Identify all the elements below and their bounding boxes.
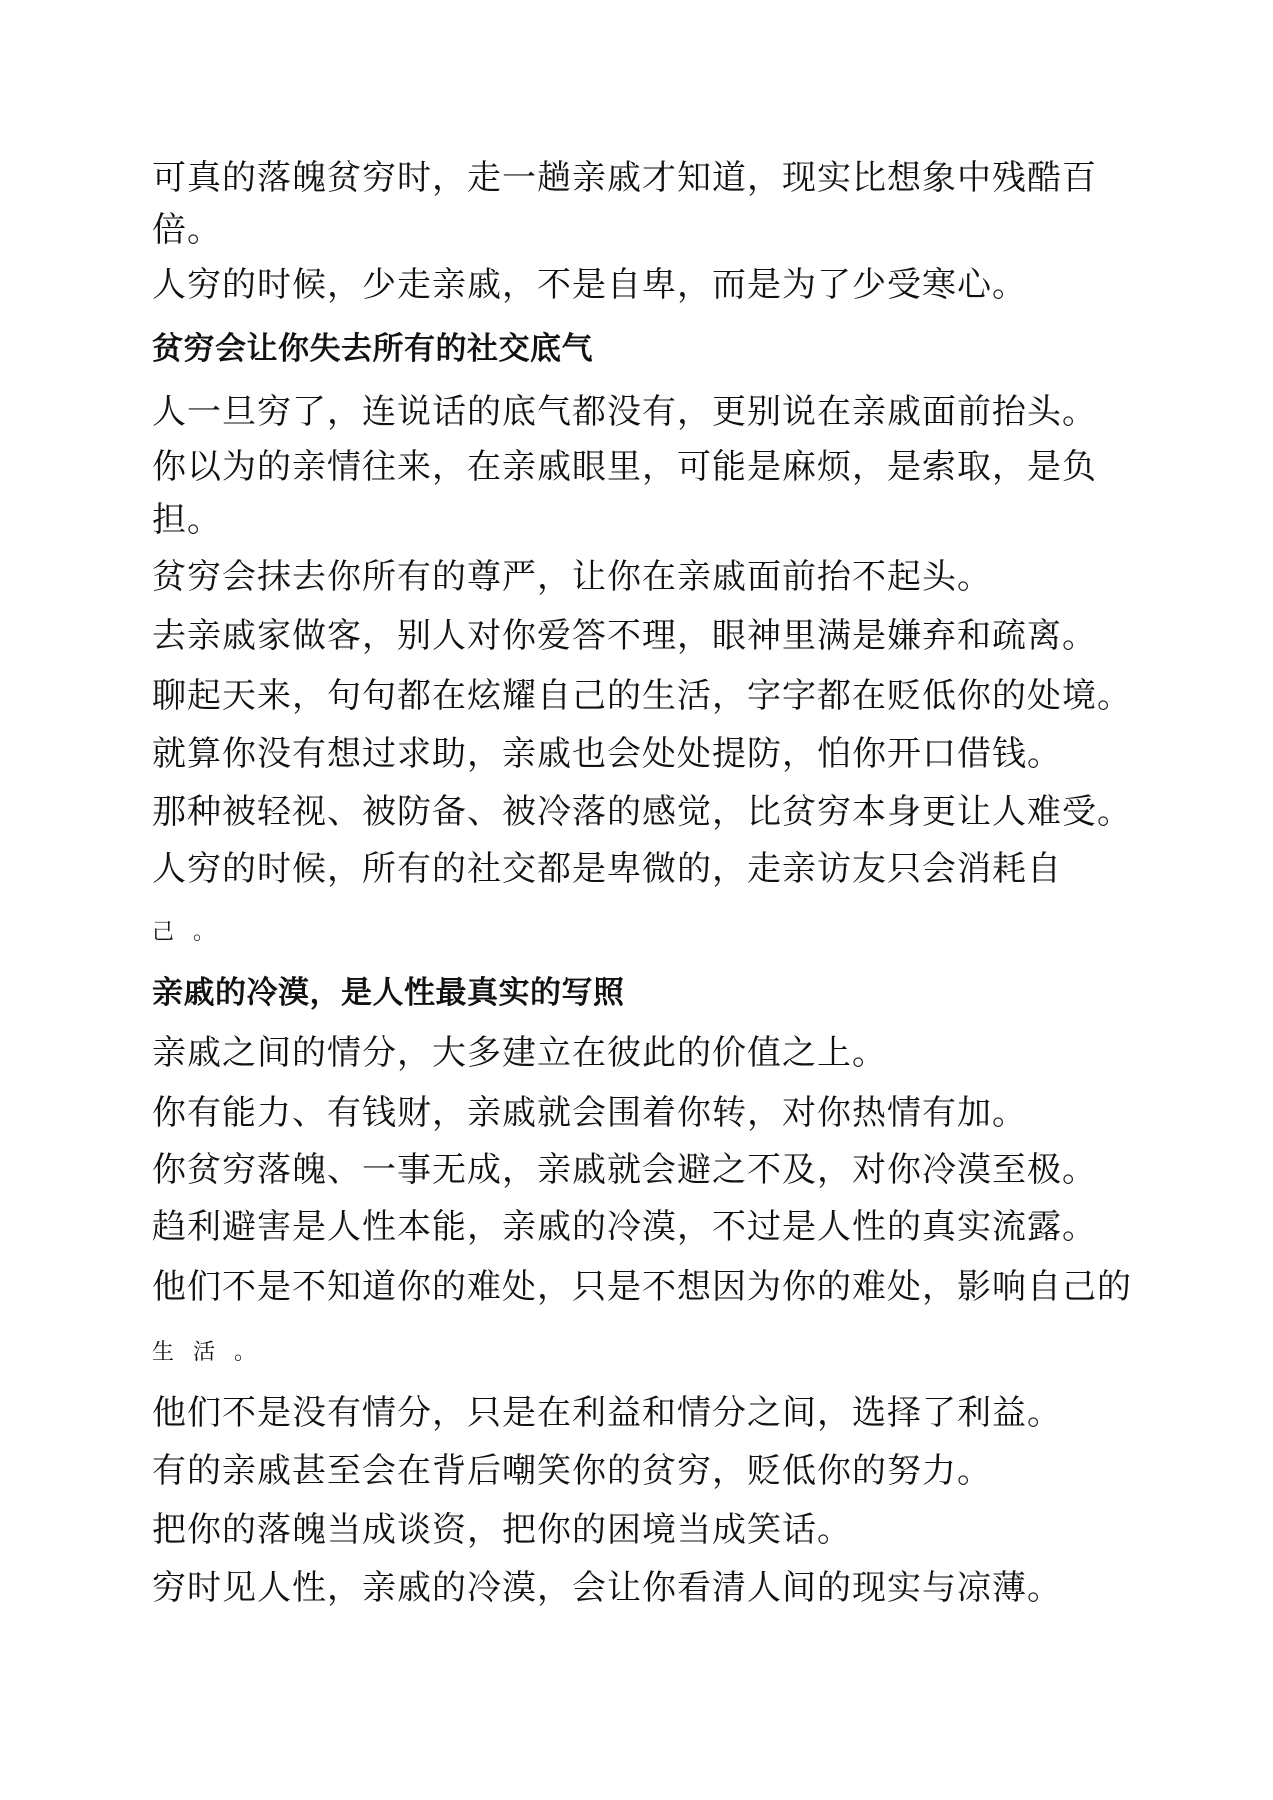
text-line: 他们不是没有情分，只是在利益和情分之间，选择了利益。 [152, 1393, 1062, 1433]
text-line: 他们不是不知道你的难处，只是不想因为你的难处，影响自己的 [152, 1267, 1132, 1307]
text-line: 人一旦穷了，连说话的底气都没有，更别说在亲戚面前抬头。 [152, 392, 1097, 432]
text-line: 亲戚之间的情分，大多建立在彼此的价值之上。 [152, 1033, 887, 1073]
text-line: 聊起天来，句句都在炫耀自己的生活，字字都在贬低你的处境。 [152, 676, 1132, 716]
text-line: 倍。 [152, 210, 222, 250]
text-line: 生 活 。 [152, 1340, 262, 1365]
text-line: 你以为的亲情往来，在亲戚眼里，可能是麻烦，是索取，是负 [152, 447, 1097, 487]
section-heading: 贫穷会让你失去所有的社交底气 [152, 331, 593, 367]
text-line: 贫穷会抹去你所有的尊严，让你在亲戚面前抬不起头。 [152, 557, 992, 597]
text-line: 那种被轻视、被防备、被冷落的感觉，比贫穷本身更让人难受。 [152, 792, 1132, 832]
text-line: 有的亲戚甚至会在背后嘲笑你的贫穷，贬低你的努力。 [152, 1451, 992, 1491]
text-line: 穷时见人性，亲戚的冷漠，会让你看清人间的现实与凉薄。 [152, 1568, 1062, 1608]
text-line: 趋利避害是人性本能，亲戚的冷漠，不过是人性的真实流露。 [152, 1207, 1097, 1247]
text-line: 人穷的时候，所有的社交都是卑微的，走亲访友只会消耗自 [152, 849, 1062, 889]
text-line: 可真的落魄贫穷时，走一趟亲戚才知道，现实比想象中残酷百 [152, 158, 1097, 198]
text-line: 你贫穷落魄、一事无成，亲戚就会避之不及，对你冷漠至极。 [152, 1150, 1097, 1190]
section-heading: 亲戚的冷漠，是人性最真实的写照 [152, 975, 625, 1011]
text-line: 就算你没有想过求助，亲戚也会处处提防，怕你开口借钱。 [152, 734, 1062, 774]
text-line: 去亲戚家做客，别人对你爱答不理，眼神里满是嫌弃和疏离。 [152, 616, 1097, 656]
text-line: 人穷的时候，少走亲戚，不是自卑，而是为了少受寒心。 [152, 265, 1027, 305]
text-line: 担。 [152, 500, 222, 540]
text-line: 把你的落魄当成谈资，把你的困境当成笑话。 [152, 1510, 852, 1550]
text-line: 你有能力、有钱财，亲戚就会围着你转，对你热情有加。 [152, 1093, 1027, 1133]
text-line: 己 。 [152, 920, 221, 945]
